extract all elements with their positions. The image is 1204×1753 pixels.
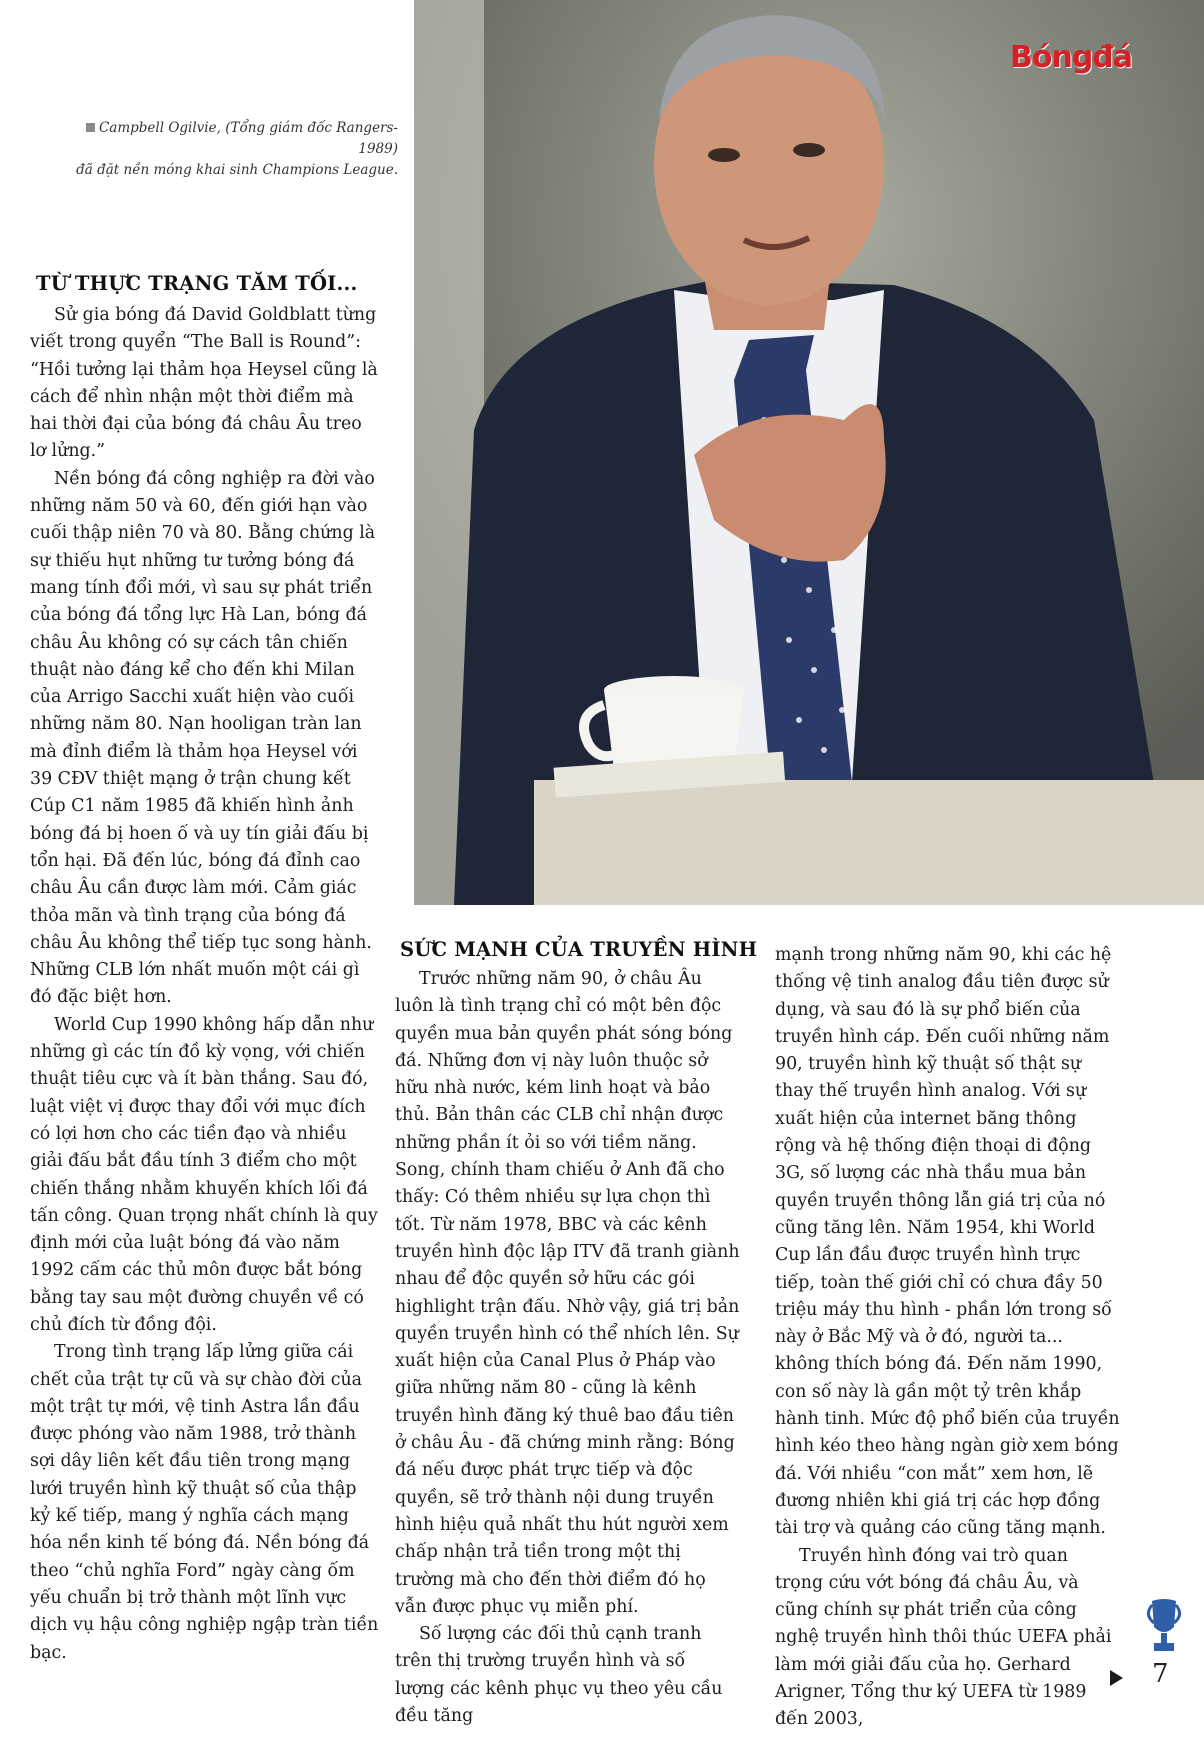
caption-marker [86, 123, 95, 132]
article-column-2 [395, 966, 740, 1730]
paragraph: Trước những năm 90, ở châu Âu luôn là tình trạng chỉ có một bên độc quyền mua bản quyền phát sóng bóng đá. Những đơn vị này luôn thuộc sở hữu nhà nước, kém linh hoạt và bảo thủ. Bản thân các CLB chỉ nhận được những phần ít ỏi so với tiềm năng. Song, chính tham chiếu ở Anh đã cho thấy: Có thêm nhiều sự lựa chọn thì tốt. Từ năm 1978, BBC và các kênh truyền hình độc lập ITV đã tranh giành nhau để độc quyền sở hữu các gói highlight trận đấu. Nhờ vậy, giá trị bản quyền truyền hình có thể nhích lên. Sự xuất hiện của Canal Plus ở Pháp vào giữa những năm 80 - cũng là kênh truyền hình đăng ký thuê bao đầu tiên ở châu Âu - đã chứng minh rằng: Bóng đá nếu được phát trực tiếp và độc quyền, sẽ trở thành nội dung truyền hình hiệu quả nhất thu hút người xem chấp nhận trả tiền trong một thị trường mà cho đến thời điểm đó họ vẫn được phục vụ miễn phí. [395, 969, 740, 1617]
continue-arrow-icon [1110, 1670, 1123, 1686]
paragraph: Số lượng các đối thủ cạnh tranh trên thị trường truyền hình và số lượng các kênh phục vụ theo yêu cầu đều tăng [395, 1624, 723, 1727]
portrait-illustration [414, 0, 1204, 905]
paragraph: mạnh trong những năm 90, khi các hệ thống vệ tinh analog đầu tiên được sử dụng, và sau đó là sự phổ biến của truyền hình cáp. Đến cuối những năm 90, truyền hình kỹ thuật số thật sự thay thế truyền hình analog. Với sự xuất hiện của internet băng thông rộng và hệ thống điện thoại di động 3G, số lượng các nhà thầu mua bản quyền truyền thông lẫn giá trị của nó cũng tăng lên. Năm 1954, khi World Cup lần đầu được truyền hình trực tiếp, toàn thế giới chỉ có chưa đầy 50 triệu máy thu hình - phần lớn trong số này ở Bắc Mỹ và ở đó, người ta... không thích bóng đá. Đến năm 1990, con số này là gần một tỷ trên khắp hành tinh. Mức độ phổ biến của truyền hình kéo theo hàng ngàn giờ xem bóng đá. Với nhiều “con mắt” xem hơn, lẽ đương nhiên khi giá trị các hợp đồng tài trợ và quảng cáo cũng tăng mạnh. [775, 945, 1120, 1539]
section-heading-2: SỨC MẠNH CỦA TRUYỀN HÌNH [400, 938, 758, 961]
caption-line-2: đã đặt nền móng khai sinh Champions League. [76, 162, 398, 178]
trophy-icon [1144, 1597, 1184, 1655]
brand-logo: Bóngđá [1010, 40, 1133, 75]
paragraph: Nền bóng đá công nghiệp ra đời vào những năm 50 và 60, đến giới hạn vào cuối thập niên 70 và 80. Bằng chứng là sự thiếu hụt những tư tưởng bóng đá mang tính đổi mới, vì sau sự phát triển của bóng đá tổng lực Hà Lan, bóng đá châu Âu không có sự cách tân chiến thuật nào đáng kể cho đến khi Milan của Arrigo Sacchi xuất hiện vào cuối những năm 80. Nạn hooligan tràn lan mà đỉnh điểm là thảm họa Heysel với 39 CĐV thiệt mạng ở trận chung kết Cúp C1 năm 1985 đã khiến hình ảnh bóng đá bị hoen ố và uy tín giải đấu bị tổn hại. Đã đến lúc, bóng đá đỉnh cao châu Âu cần được làm mới. Cảm giác thỏa mãn và tình trạng của bóng đá châu Âu không thể tiếp tục song hành. Những CLB lớn nhất muốn một cái gì đó đặc biệt hơn. [30, 468, 376, 1008]
paragraph: World Cup 1990 không hấp dẫn như những gì các tín đồ kỳ vọng, với chiến thuật tiêu cực và ít bàn thắng. Sau đó, luật việt vị được thay đổi với mục đích có lợi hơn cho các tiền đạo và nhiều giải đấu bắt đầu tính 3 điểm cho một chiến thắng nhằm khuyến khích lối đá tấn công. Quan trọng nhất chính là quy định mới của luật bóng đá vào năm 1992 cấm các thủ môn được bắt bóng bằng tay sau một đường chuyền về có chủ đích từ đồng đội. [30, 1014, 378, 1335]
photo-caption [48, 118, 398, 181]
paragraph: Truyền hình đóng vai trò quan trọng cứu vớt bóng đá châu Âu, và cũng chính sự phát triển của công nghệ truyền hình thôi thúc UEFA phải làm mới giải đấu của họ. Gerhard Arigner, Tổng thư ký UEFA từ 1989 đến 2003, [775, 1545, 1112, 1730]
section-heading-1: TỪ THỰC TRẠNG TĂM TỐI... [36, 272, 358, 295]
caption-line-1: Campbell Ogilvie, (Tổng giám đốc Rangers-1989) [98, 120, 398, 157]
paragraph: Trong tình trạng lấp lửng giữa cái chết của trật tự cũ và sự chào đời của một trật tự mới, vệ tinh Astra lần đầu được phóng vào năm 1988, trở thành sợi dây liên kết đầu tiên trong mạng lưới truyền hình kỹ thuật số của thập kỷ kế tiếp, mang ý nghĩa cách mạng hóa nền kinh tế bóng đá. Nền bóng đá theo “chủ nghĩa Ford” ngày càng ốm yếu chuẩn bị trở thành một lĩnh vực dịch vụ hậu công nghiệp ngập tràn tiền bạc. [30, 1342, 379, 1663]
page-number: 7 [1152, 1659, 1169, 1689]
portrait-photo [414, 0, 1204, 905]
paragraph: Sử gia bóng đá David Goldblatt từng viết trong quyển “The Ball is Round”: “Hồi tưởng lại thảm họa Heysel cũng là cách để nhìn nhận một thời điểm mà hai thời đại của bóng đá châu Âu treo lơ lửng.” [30, 305, 378, 462]
article-column-3 [775, 942, 1120, 1734]
article-column-1 [30, 302, 382, 1667]
